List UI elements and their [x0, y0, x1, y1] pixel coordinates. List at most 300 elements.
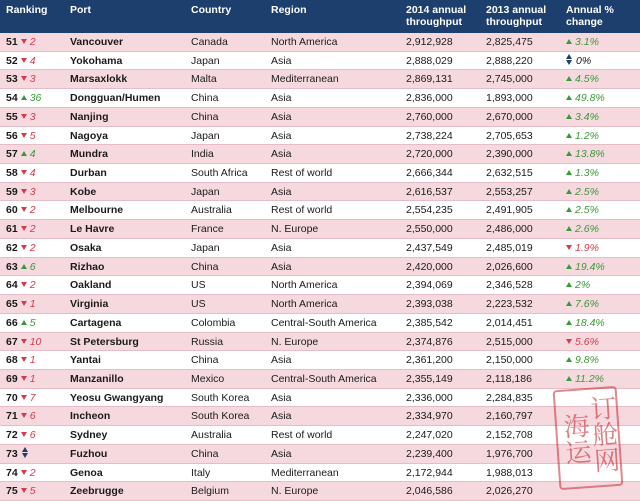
table-row [0, 295, 640, 314]
arrow-up-icon [21, 151, 27, 156]
rank-move [21, 130, 36, 142]
rank-move [21, 354, 36, 366]
country-name: Italy [191, 466, 211, 479]
stamp-left-text: 海运 [558, 411, 592, 466]
annual-change-value: 19.4% [575, 260, 605, 273]
region-name: Rest of world [271, 167, 333, 180]
throughput-2013: 2,888,220 [486, 54, 533, 67]
rank-cell [6, 276, 36, 295]
throughput-2013: 2,026,600 [486, 260, 533, 273]
throughput-2014: 2,374,876 [406, 335, 453, 348]
annual-change-value: 1.2% [575, 129, 599, 142]
throughput-2014: 2,336,000 [406, 391, 453, 404]
header-2013-throughput [486, 4, 546, 28]
rank-move-value: 36 [29, 92, 42, 105]
arrow-up-icon [566, 282, 572, 287]
annual-change [566, 33, 599, 52]
region-name: Central-South America [271, 316, 377, 329]
rank-move-value: 2 [29, 36, 36, 48]
arrow-up-icon [566, 39, 572, 44]
throughput-2013: 2,150,000 [486, 354, 533, 367]
country-name: Mexico [191, 372, 225, 385]
table-row [0, 314, 640, 333]
table-row [0, 276, 640, 295]
throughput-2014: 2,720,000 [406, 148, 453, 161]
throughput-2014: 2,334,970 [406, 410, 453, 423]
arrow-up-icon [566, 357, 572, 362]
rank-move-value: 2 [29, 466, 36, 479]
rank-cell [6, 333, 41, 352]
port-name: Dongguan/Humen [70, 92, 161, 105]
annual-change [566, 220, 599, 239]
rank-move [21, 111, 36, 123]
rank-cell [6, 33, 36, 52]
annual-change-value: 2.5% [575, 204, 599, 217]
throughput-2013: 2,152,708 [486, 429, 533, 442]
rank-number: 67 [6, 335, 18, 348]
rank-number: 55 [6, 110, 18, 123]
header-2014-throughput [406, 4, 466, 28]
rank-cell [6, 426, 36, 445]
throughput-2013: 1,988,013 [486, 466, 533, 479]
country-name: Japan [191, 129, 220, 142]
rank-move [21, 261, 36, 273]
arrow-down-icon [21, 170, 27, 175]
region-name: Asia [271, 110, 292, 123]
arrow-up-icon [566, 226, 572, 231]
region-name: Asia [271, 260, 292, 273]
rank-move-value: 1 [29, 372, 36, 385]
country-name: Colombia [191, 316, 236, 329]
rank-cell [6, 351, 36, 370]
rank-number: 63 [6, 260, 18, 273]
throughput-2014: 2,888,029 [406, 54, 453, 67]
arrow-up-icon [566, 151, 572, 156]
arrow-up-icon [566, 301, 572, 306]
arrow-up-icon [566, 170, 572, 175]
table-row [0, 164, 640, 183]
arrow-up-icon [566, 76, 572, 81]
rank-move-value: 1 [29, 354, 36, 367]
arrow-down-icon [21, 432, 27, 437]
table-row [0, 33, 640, 52]
port-name: Osaka [70, 241, 102, 254]
arrow-down-icon [21, 76, 27, 81]
table-row [0, 389, 640, 408]
rank-move-value: 2 [29, 223, 36, 236]
annual-change [566, 239, 599, 258]
arrow-down-icon [21, 207, 27, 212]
rank-move [21, 55, 36, 67]
throughput-2013: 2,118,186 [486, 372, 532, 385]
throughput-2013: 1,893,000 [486, 92, 533, 105]
arrow-down-icon [21, 488, 27, 493]
throughput-2014: 2,172,944 [406, 466, 453, 479]
country-name: Russia [191, 335, 224, 348]
port-name: Melbourne [70, 204, 124, 217]
port-name: Rizhao [70, 260, 105, 273]
region-name: N. Europe [271, 485, 319, 498]
region-name: Asia [271, 391, 292, 404]
throughput-2014: 2,239,400 [406, 447, 453, 460]
rank-move-value: 4 [29, 167, 36, 180]
throughput-2013: 2,705,653 [486, 129, 533, 142]
region-name: Mediterranean [271, 73, 339, 86]
annual-change-value: 5.6% [575, 335, 599, 348]
annual-change [566, 258, 605, 277]
region-name: Rest of world [271, 429, 333, 442]
country-name: US [191, 298, 206, 311]
arrow-up-icon [566, 95, 572, 100]
region-name: Rest of world [271, 204, 333, 217]
throughput-2014: 2,554,235 [406, 204, 453, 217]
rank-number: 61 [6, 223, 18, 236]
table-row [0, 201, 640, 220]
rank-cell [6, 183, 36, 202]
rank-number: 68 [6, 354, 18, 367]
region-name: Asia [271, 447, 292, 460]
arrow-down-icon [21, 226, 27, 231]
annual-change-value: 4.5% [575, 73, 599, 86]
port-name: Fuzhou [70, 447, 108, 460]
stamp-right-text: 订舱网 [585, 394, 621, 474]
region-name: N. Europe [271, 223, 319, 236]
rank-move-value: 2 [29, 204, 36, 217]
table-row [0, 445, 640, 464]
throughput-2013: 2,553,257 [486, 185, 533, 198]
port-name: Zeebrugge [70, 485, 124, 498]
table-row [0, 407, 640, 426]
annual-change [566, 314, 605, 333]
rank-number: 54 [6, 92, 18, 105]
table-row [0, 482, 640, 501]
rank-cell [6, 145, 36, 164]
rank-cell [6, 445, 29, 464]
region-name: Asia [271, 148, 292, 161]
region-name: N. Europe [271, 335, 319, 348]
region-name: North America [271, 298, 338, 311]
rank-move-value: 6 [29, 410, 36, 423]
annual-change-value: 2% [575, 279, 591, 292]
throughput-2014: 2,869,131 [406, 73, 453, 86]
region-name: Asia [271, 185, 292, 198]
arrow-up-icon [566, 320, 572, 325]
country-name: South Korea [191, 410, 250, 423]
arrow-down-icon [21, 395, 27, 400]
rank-number: 52 [6, 54, 18, 67]
throughput-2014: 2,385,542 [406, 316, 453, 329]
table-row [0, 220, 640, 239]
rank-move [21, 242, 36, 254]
arrow-up-icon [566, 264, 572, 269]
throughput-2014: 2,420,000 [406, 260, 453, 273]
arrow-down-icon [21, 339, 27, 344]
throughput-2013: 2,284,835 [486, 391, 533, 404]
throughput-2014: 2,836,000 [406, 92, 453, 105]
table-row [0, 145, 640, 164]
port-name: Yeosu Gwangyang [70, 391, 164, 404]
table-row [0, 183, 640, 202]
country-name: South Korea [191, 391, 250, 404]
annual-change [566, 183, 599, 202]
rank-cell [6, 258, 36, 277]
region-name: Central-South America [271, 372, 377, 385]
rank-move [21, 429, 36, 441]
rank-move-value: 10 [29, 335, 42, 348]
arrow-up-icon [566, 207, 572, 212]
header-change-line1: Annual % [566, 4, 614, 16]
throughput-2013: 2,390,000 [486, 148, 533, 161]
rank-move [21, 392, 36, 404]
throughput-2013: 2,515,000 [486, 335, 533, 348]
arrow-down-icon [21, 58, 27, 63]
annual-change [566, 351, 599, 370]
rank-move-value: 2 [29, 241, 36, 254]
throughput-2014: 2,666,344 [406, 167, 453, 180]
port-name: Manzanillo [70, 372, 124, 385]
table-row [0, 370, 640, 389]
country-name: South Africa [191, 167, 248, 180]
rank-move-value: 4 [29, 148, 36, 161]
rank-move [21, 223, 36, 235]
arrow-up-icon [566, 114, 572, 119]
table-row [0, 239, 640, 258]
arrow-down-icon [21, 114, 27, 119]
rank-cell [6, 389, 36, 408]
throughput-2013: 2,014,451 [486, 316, 533, 329]
rank-move [21, 298, 36, 310]
arrow-down-icon [21, 133, 27, 138]
throughput-2013: 2,825,475 [486, 36, 533, 48]
region-name: Asia [271, 129, 292, 142]
rank-cell [6, 295, 36, 314]
rank-number: 65 [6, 298, 18, 311]
region-name: Asia [271, 241, 292, 254]
country-name: China [191, 260, 219, 273]
annual-change-value: 3.4% [575, 110, 599, 123]
throughput-2013: 2,223,532 [486, 298, 533, 311]
country-name: France [191, 223, 224, 236]
region-name: Asia [271, 92, 292, 105]
arrow-down-icon [21, 39, 27, 44]
rank-move-value: 3 [29, 185, 36, 198]
rank-cell [6, 464, 36, 483]
table-row [0, 426, 640, 445]
annual-change [566, 127, 599, 146]
annual-change [566, 52, 591, 71]
annual-change-value: 2.6% [575, 223, 599, 236]
annual-change-value: 3.1% [575, 36, 599, 48]
rank-cell [6, 220, 36, 239]
throughput-2014: 2,760,000 [406, 110, 453, 123]
rank-move [21, 317, 36, 329]
throughput-2014: 2,550,000 [406, 223, 453, 236]
rank-number: 57 [6, 148, 18, 161]
country-name: Belgium [191, 485, 229, 498]
rank-move [21, 485, 36, 497]
port-name: Nanjing [70, 110, 109, 123]
rank-move-value: 1 [29, 298, 36, 311]
rank-number: 75 [6, 485, 18, 498]
rank-move [21, 336, 42, 348]
throughput-2014: 2,738,224 [406, 129, 453, 142]
port-name: Le Havre [70, 223, 115, 236]
header-2014-line2: throughput [406, 16, 462, 28]
table-header [0, 0, 640, 33]
annual-change [566, 333, 599, 352]
rank-move-value: 6 [29, 429, 36, 442]
throughput-2013: 2,346,528 [486, 279, 533, 292]
annual-change [566, 108, 599, 127]
rank-cell [6, 482, 36, 501]
rank-move-value: 5 [29, 129, 36, 142]
throughput-2014: 2,437,549 [406, 241, 453, 254]
rank-move [21, 186, 36, 198]
table-row [0, 108, 640, 127]
annual-change [566, 89, 605, 108]
rank-cell [6, 70, 36, 89]
header-2013-line2: throughput [486, 16, 542, 28]
throughput-2013: 2,026,270 [486, 485, 533, 498]
country-name: China [191, 447, 219, 460]
rank-cell [6, 164, 36, 183]
rank-number: 56 [6, 129, 18, 142]
annual-change-value: 11.2% [575, 372, 604, 385]
rank-move [21, 204, 36, 216]
arrow-down-icon [566, 339, 572, 344]
rank-move-value: 3 [29, 73, 36, 86]
port-name: Kobe [70, 185, 97, 198]
port-name: Virginia [70, 298, 109, 311]
annual-change-value: 1.3% [575, 167, 599, 180]
region-name: Asia [271, 54, 292, 67]
throughput-2014: 2,247,020 [406, 429, 453, 442]
header-country: Country [191, 4, 232, 16]
annual-change [566, 295, 599, 314]
country-name: Canada [191, 36, 228, 48]
header-change-line2: change [566, 16, 603, 28]
rank-move [21, 410, 36, 422]
arrow-up-icon [21, 95, 27, 100]
rank-number: 74 [6, 466, 18, 479]
table-body [0, 33, 640, 501]
port-name: Cartagena [70, 316, 122, 329]
rank-move-value: 6 [29, 260, 36, 273]
rank-move-value: 7 [29, 391, 36, 404]
arrow-down-icon [21, 301, 27, 306]
rank-number: 58 [6, 167, 18, 180]
table-row [0, 333, 640, 352]
table-row [0, 89, 640, 108]
region-name: Mediterranean [271, 466, 339, 479]
region-name: Asia [271, 354, 292, 367]
rank-move [21, 36, 36, 48]
port-name: St Petersburg [70, 335, 139, 348]
port-name: Durban [70, 167, 107, 180]
country-name: Japan [191, 241, 220, 254]
country-name: India [191, 148, 214, 161]
table-row [0, 52, 640, 71]
rank-number: 64 [6, 279, 18, 292]
header-port: Port [70, 4, 91, 16]
rank-cell [6, 52, 36, 71]
arrow-down-icon [21, 357, 27, 362]
rank-move-value: 5 [29, 316, 36, 329]
rank-number: 62 [6, 241, 18, 254]
header-2014-line1: 2014 annual [406, 4, 467, 16]
arrow-up-icon [566, 133, 572, 138]
arrow-down-icon [21, 282, 27, 287]
port-name: Vancouver [70, 36, 124, 48]
country-name: Malta [191, 73, 217, 86]
rank-cell [6, 407, 36, 426]
rank-move-value: 3 [29, 110, 36, 123]
rank-move [21, 92, 42, 104]
rank-move-value: 5 [29, 485, 36, 498]
port-name: Incheon [70, 410, 111, 423]
arrow-up-icon [21, 264, 27, 269]
header-region: Region [271, 4, 307, 16]
rank-number: 70 [6, 391, 18, 404]
arrow-down-icon [21, 413, 27, 418]
no-change-icon [22, 447, 29, 458]
port-name: Marsaxlokk [70, 73, 128, 86]
annual-change [566, 164, 599, 183]
rank-number: 69 [6, 372, 18, 385]
annual-change-value: 7.6% [575, 298, 599, 311]
throughput-2014: 2,046,586 [406, 485, 453, 498]
port-name: Oakland [70, 279, 112, 292]
rank-cell [6, 239, 36, 258]
rank-cell [6, 108, 36, 127]
rank-cell [6, 127, 36, 146]
port-name: Nagoya [70, 129, 108, 142]
throughput-2013: 2,670,000 [486, 110, 533, 123]
table-row [0, 351, 640, 370]
country-name: Japan [191, 54, 220, 67]
no-change-icon [566, 54, 573, 65]
arrow-down-icon [21, 245, 27, 250]
country-name: China [191, 110, 219, 123]
rank-move [21, 167, 36, 179]
country-name: Australia [191, 429, 232, 442]
arrow-up-icon [566, 376, 572, 381]
throughput-2014: 2,394,069 [406, 279, 453, 292]
annual-change-value: 1.9% [575, 241, 599, 254]
rank-number: 51 [6, 36, 18, 48]
annual-change [566, 276, 590, 295]
rank-number: 73 [6, 447, 18, 460]
arrow-up-icon [566, 189, 572, 194]
annual-change-value: 49.8% [575, 92, 605, 105]
throughput-2014: 2,355,149 [406, 372, 453, 385]
throughput-2013: 2,491,905 [486, 204, 533, 217]
rank-cell [6, 89, 41, 108]
rank-cell [6, 314, 36, 333]
annual-change-value: 9.8% [575, 354, 599, 367]
rank-number: 59 [6, 185, 18, 198]
country-name: US [191, 279, 206, 292]
annual-change-value: 13.8% [575, 148, 605, 161]
rank-number: 53 [6, 73, 18, 86]
throughput-2013: 2,632,515 [486, 167, 533, 180]
header-annual-change [566, 4, 614, 28]
throughput-2013: 2,485,019 [486, 241, 533, 254]
throughput-2013: 2,745,000 [486, 73, 533, 86]
arrow-down-icon [21, 376, 27, 381]
annual-change-value: 2.5% [575, 185, 599, 198]
port-name: Sydney [70, 429, 108, 442]
